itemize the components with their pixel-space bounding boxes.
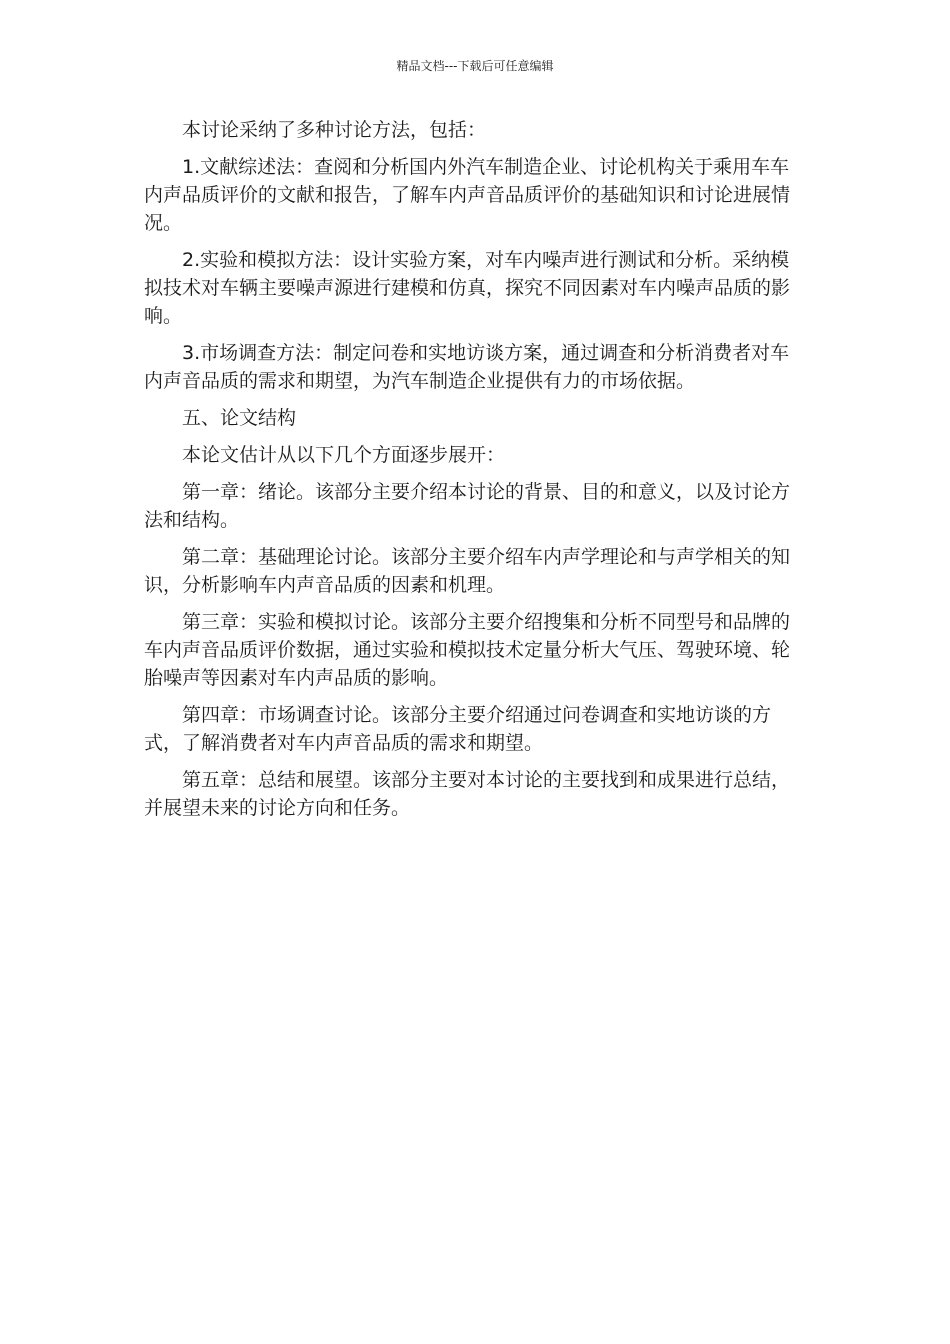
chapter-4-paragraph: 第四章：市场调查讨论。该部分主要介绍通过问卷调查和实地访谈的方式，了解消费者对车内声音品质的需求和期望。 xyxy=(144,704,772,754)
method-market-paragraph: 3.市场调查方法：制定问卷和实地访谈方案，通过调查和分析消费者对车内声音品质的需求和期望，为汽车制造企业提供有力的市场依据。 xyxy=(144,342,790,392)
chapter-1-paragraph: 第一章：绪论。该部分主要介绍本讨论的背景、目的和意义，以及讨论方法和结构。 xyxy=(144,481,791,531)
chapter-2-paragraph: 第二章：基础理论讨论。该部分主要介绍车内声学理论和与声学相关的知识，分析影响车内声音品质的因素和机理。 xyxy=(144,546,791,596)
chapter-3-paragraph: 第三章：实验和模拟讨论。该部分主要介绍搜集和分析不同型号和品牌的车内声音品质评价数据，通过实验和模拟技术定量分析大气压、驾驶环境、轮胎噪声等因素对车内声品质的影响。 xyxy=(144,611,791,689)
intro-paragraph: 本讨论采纳了多种讨论方法，包括： xyxy=(182,119,487,141)
document-body xyxy=(144,116,796,831)
method-experiment-paragraph: 2.实验和模拟方法：设计实验方案，对车内噪声进行测试和分析。采纳模拟技术对车辆主要噪声源进行建模和仿真，探究不同因素对车内噪声品质的影响。 xyxy=(144,249,791,327)
method-literature-paragraph: 1.文献综述法：查阅和分析国内外汽车制造企业、讨论机构关于乘用车车内声品质评价的文献和报告，了解车内声音品质评价的基础知识和讨论进展情况。 xyxy=(144,156,791,234)
page-header: 精品文档---下载后可任意编辑 xyxy=(396,59,554,73)
structure-intro-paragraph: 本论文估计从以下几个方面逐步展开： xyxy=(182,444,506,466)
chapter-5-paragraph: 第五章：总结和展望。该部分主要对本讨论的主要找到和成果进行总结，并展望未来的讨论方向和任务。 xyxy=(144,769,791,819)
section-heading: 五、论文结构 xyxy=(182,407,297,429)
